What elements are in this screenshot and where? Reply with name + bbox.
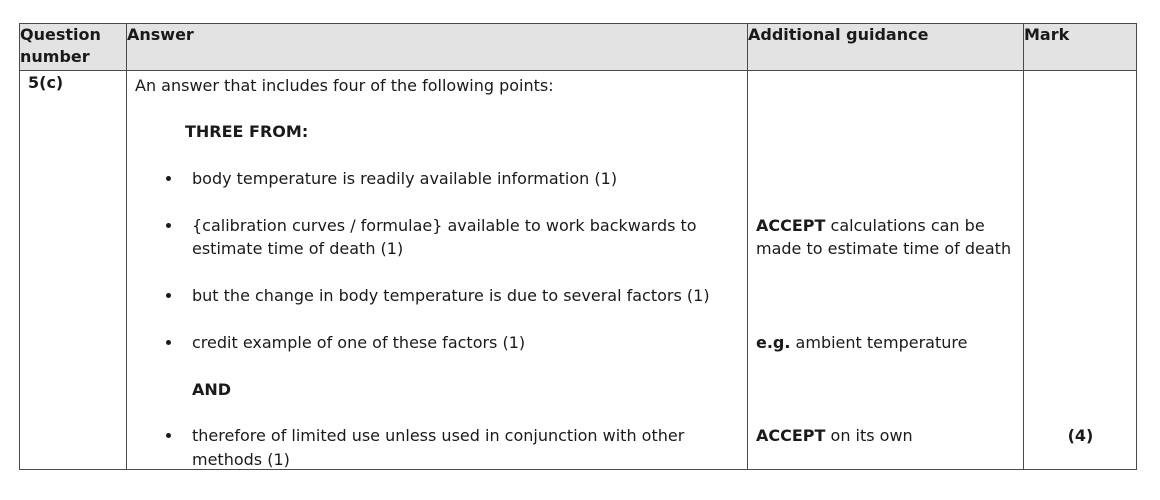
mark-scheme-table	[19, 23, 1137, 470]
header-row	[20, 24, 1137, 71]
mark-cell	[1024, 71, 1137, 470]
guidance-accept-calculations: ACCEPT calculations can be	[756, 216, 985, 235]
point-1: body temperature is readily available information (1)	[192, 169, 618, 188]
question-cell	[20, 71, 127, 470]
guidance-accept-calculations-line2: made to estimate time of death	[756, 239, 1012, 258]
bullet-icon	[166, 293, 171, 298]
bullet-icon	[166, 176, 171, 181]
answer-cell	[127, 71, 748, 470]
bullet-icon	[166, 433, 171, 438]
point-2-line1: {calibration curves / formulae} available to work backwards to	[192, 216, 697, 235]
and-label: AND	[192, 380, 232, 399]
final-point-line2: methods (1)	[192, 450, 290, 469]
guidance-accept-own: ACCEPT on its own	[756, 426, 913, 445]
point-2-line2: estimate time of death (1)	[192, 239, 404, 258]
question-number: 5(c)	[28, 73, 64, 92]
guidance-example: e.g. ambient temperature	[756, 333, 968, 352]
guidance-cell	[748, 71, 1024, 470]
bullet-icon	[166, 340, 171, 345]
mark-value: (4)	[1067, 426, 1094, 445]
three-from-label: THREE FROM:	[185, 122, 309, 141]
point-3: but the change in body temperature is due to several factors (1)	[192, 286, 710, 305]
header-mark: Mark	[1024, 24, 1137, 71]
header-guidance: Additional guidance	[748, 24, 1024, 71]
answer-intro: An answer that includes four of the following points:	[135, 76, 554, 95]
point-4: credit example of one of these factors (1)	[192, 333, 526, 352]
answer-row	[20, 71, 1137, 470]
final-point-line1: therefore of limited use unless used in conjunction with other	[192, 426, 685, 445]
header-question-number: Question number	[20, 24, 127, 71]
bullet-icon	[166, 223, 171, 228]
header-answer: Answer	[127, 24, 748, 71]
